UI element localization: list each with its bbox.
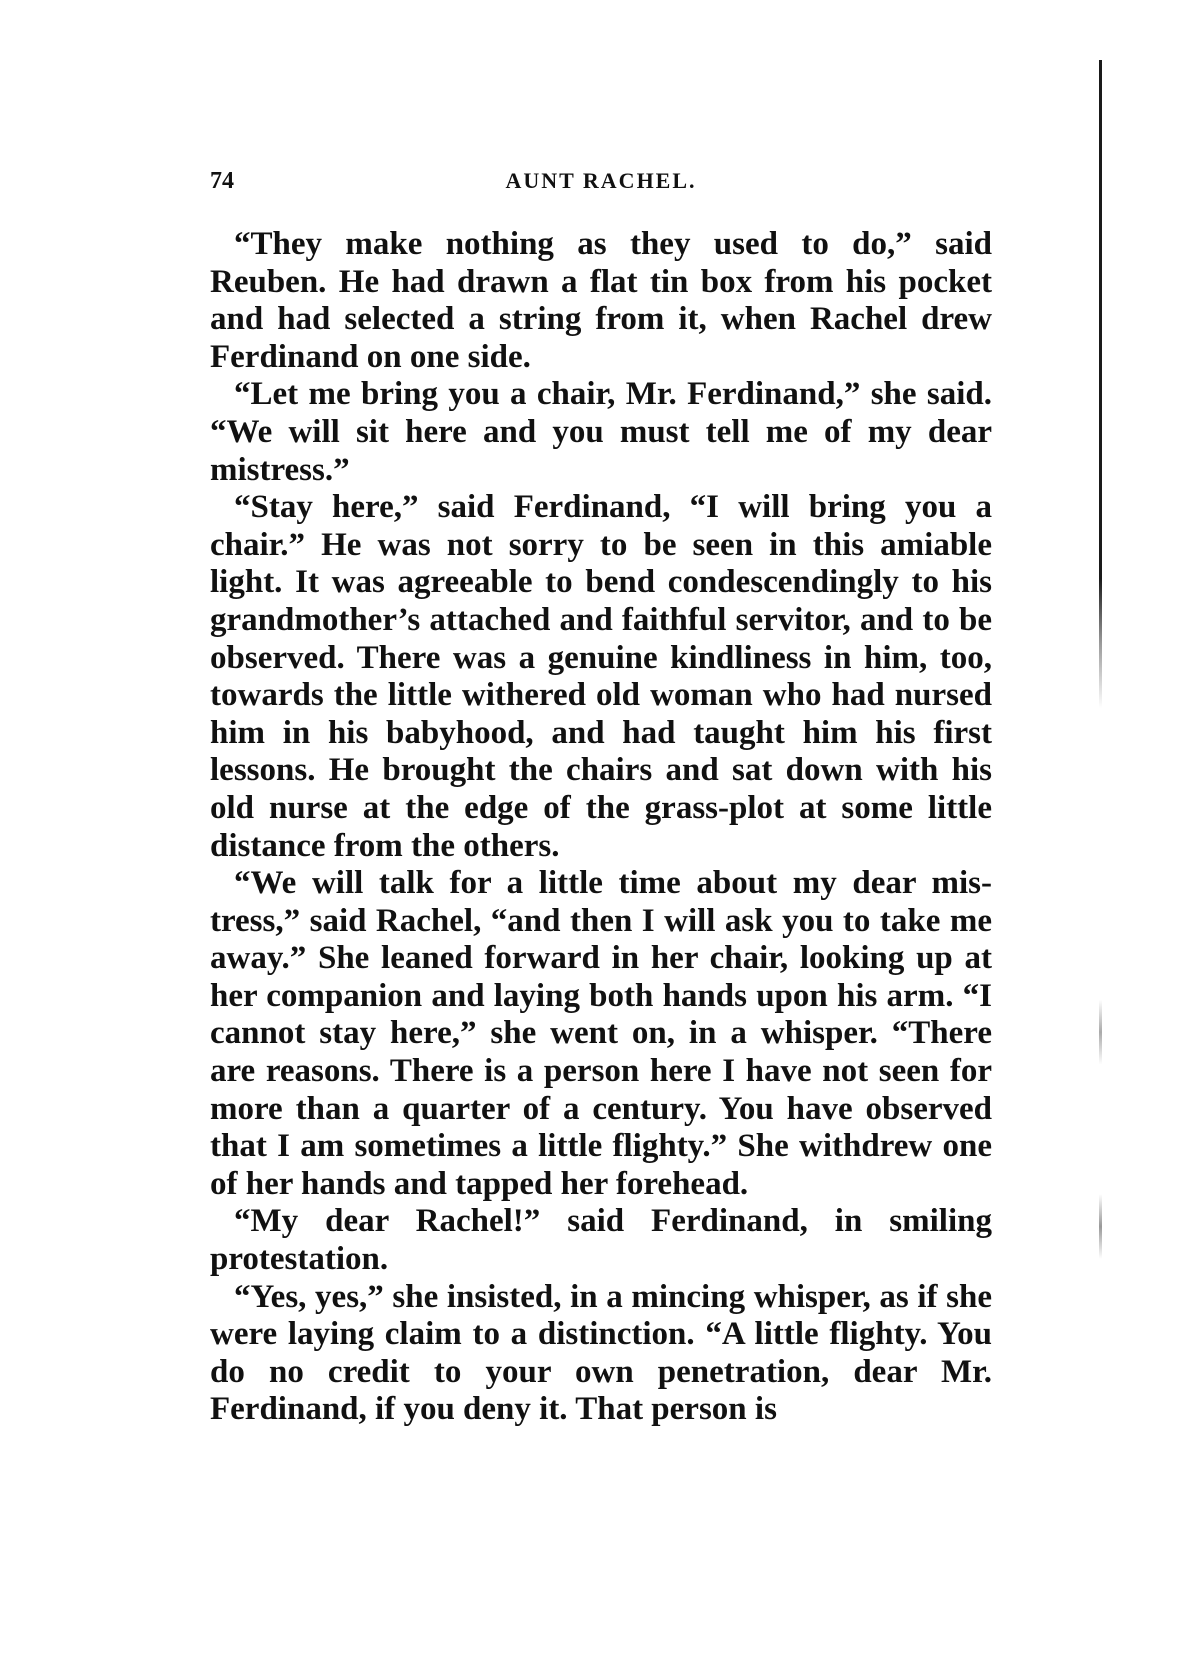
paragraph: “Let me bring you a chair, Mr. Ferdinand,” she said. “We will sit here and you must tell me of my dear mistress.” <box>210 376 992 488</box>
page-number: 74 <box>210 168 234 194</box>
paragraph: “My dear Rachel!” said Ferdinand, in smiling protestation. <box>210 1203 992 1278</box>
paragraph: “They make nothing as they used to do,” said Reuben. He had drawn a flat tin box from his pocket and had selected a string from it, when Rachel drew Ferdinand on one side. <box>210 226 992 375</box>
running-head <box>210 168 992 208</box>
paragraph: “Stay here,” said Ferdinand, “I will bring you a chair.” He was not sorry to be seen in this amiable light. It was agreeable to bend condescendingly to his grandmother’s attached and faithful servitor, and to be observed. There was a genuine kindliness in him, too, towards the little withered old woman who had nursed him in his babyhood, and had taught him his first lessons. He brought the chairs and sat down with his old nurse at the edge of the grass-plot at some little distance from the others. <box>210 489 992 864</box>
binding-edge <box>1099 60 1102 1680</box>
running-title: AUNT RACHEL. <box>505 168 697 193</box>
paragraph: “Yes, yes,” she insisted, in a mincing whisper, as if she were laying claim to a distinction. “A little flighty. You do no credit to your own penetration, dear Mr. Ferdinand, if you deny it. That person is <box>210 1278 992 1428</box>
body-text <box>210 226 992 1429</box>
paragraph: “We will talk for a little time about my dear mistress,” said Rachel, “and then I will ask you to take me away.” She leaned forward in her chair, looking up at her companion and laying both hands upon his arm. “I cannot stay here,” she went on, in a whisper. “There are reasons. There is a person here I have not seen for more than a quarter of a century. You have observed that I am sometimes a little flighty.” She withdrew one of her hands and tapped her forehead. <box>210 865 992 1202</box>
